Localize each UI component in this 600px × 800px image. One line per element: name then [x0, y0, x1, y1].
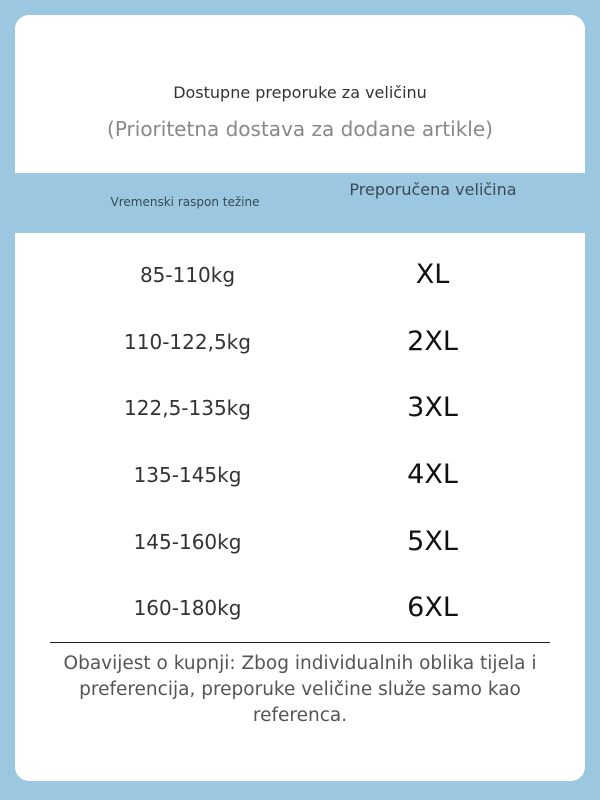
weight-range-cell: 110-122,5kg: [124, 330, 251, 354]
weight-range-cell: 145-160kg: [133, 530, 242, 554]
size-cell: XL: [415, 259, 450, 290]
weight-range-cell: 85-110kg: [139, 263, 236, 287]
size-chart-card: [15, 15, 585, 781]
table-header: [15, 173, 585, 233]
page-title: Dostupne preporuke za veličinu: [173, 83, 427, 102]
size-cell: 4XL: [407, 459, 458, 490]
size-cell: 2XL: [407, 326, 458, 357]
size-cell: 3XL: [407, 392, 458, 423]
table-row: [15, 455, 585, 495]
table-row: [15, 522, 585, 562]
size-cell: 5XL: [407, 526, 458, 557]
table-row: [15, 322, 585, 362]
divider-line: [50, 642, 550, 643]
size-column-header: Preporučena veličina: [349, 180, 517, 199]
size-cell: 6XL: [407, 592, 458, 623]
weight-range-cell: 160-180kg: [133, 596, 242, 620]
purchase-notice: Obavijest o kupnji: Zbog individualnih oblika tijela i preferencija, preporuke veličine služe samo kao referenca.: [63, 653, 537, 726]
weight-range-cell: 135-145kg: [133, 463, 242, 487]
weight-range-cell: 122,5-135kg: [124, 396, 251, 420]
table-row: [15, 388, 585, 428]
weight-column-header: Vremenski raspon težine: [110, 195, 260, 209]
page-subtitle: (Prioritetna dostava za dodane artikle): [107, 117, 493, 141]
table-row: [15, 588, 585, 628]
table-row: [15, 255, 585, 295]
